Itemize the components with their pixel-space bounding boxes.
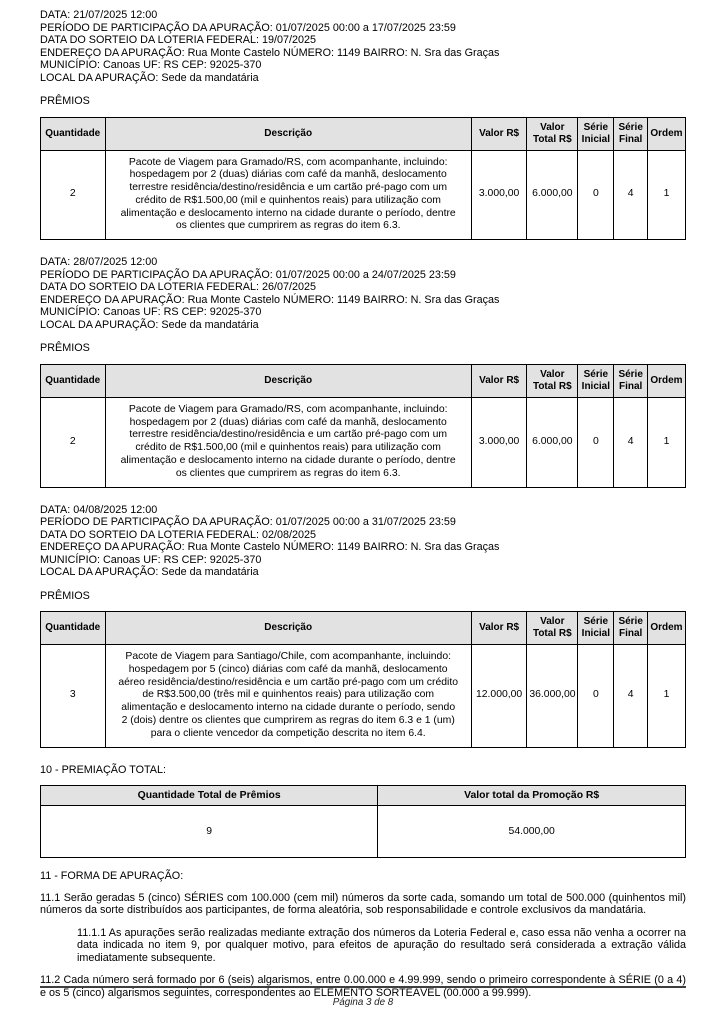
cell-descricao: Pacote de Viagem para Santiago/Chile, com acompanhante, incluindo: hospedagem por 5 (cinco) diárias com café da manhã, deslocamento aéreo residência/destino/residência e um cartão pré-pago com um crédito de R$3.500,00 (três mil e quinhentos reais) para utilização com alimentação e deslocamento interno na cidade durante o período, sendo 2 (dois) dentre os clientes que cumprirem as regras do item 6.3 e 1 (um) para o cliente vencedor da competição descrita no item 6.4. [105,645,471,748]
col-header-valor-total: Valor Total R$ [527,612,578,645]
apuracao-section-1 [40,9,686,240]
apuracao-section-3 [40,504,686,748]
info-line-endereco: ENDEREÇO DA APURAÇÃO: Rua Monte Castelo NÚMERO: 1149 BAIRRO: N. Sra das Graças [40,293,500,306]
forma-apuracao-heading: 11 - FORMA DE APURAÇÃO: [40,869,184,882]
col-header-serie-final: Série Final [614,364,648,397]
premiacao-total-table [40,785,686,858]
info-line-data: DATA: 28/07/2025 12:00 [40,256,158,269]
col-header-valor-total: Valor Total R$ [527,117,578,150]
info-line-periodo: PERÍODO DE PARTICIPAÇÃO DA APURAÇÃO: 01/07/2025 00:00 a 24/07/2025 23:59 [40,268,456,281]
col-header-valor: Valor R$ [471,364,526,397]
col-header-descricao: Descrição [105,117,471,150]
cell-ordem: 1 [647,397,685,487]
col-header-serie-final: Série Final [614,117,648,150]
table-row [41,150,686,240]
cell-serie-final: 4 [614,150,648,240]
table-row [41,645,686,748]
info-line-data: DATA: 21/07/2025 12:00 [40,9,158,21]
info-line-periodo: PERÍODO DE PARTICIPAÇÃO DA APURAÇÃO: 01/07/2025 00:00 a 17/07/2025 23:59 [40,21,456,34]
premios-table-3 [40,611,686,748]
col-header-serie-inicial: Série Inicial [578,612,614,645]
apuracao-info-block [40,9,686,84]
info-line-sorteio: DATA DO SORTEIO DA LOTERIA FEDERAL: 26/07/2025 [40,281,317,294]
table-row [41,805,686,857]
premios-label: PRÊMIOS [40,342,90,355]
apuracao-info-block [40,256,686,331]
info-line-local: LOCAL DA APURAÇÃO: Sede da mandatária [40,318,259,331]
col-header-valor-total-promocao: Valor total da Promoção R$ [378,785,686,805]
col-header-quantidade: Quantidade [41,117,106,150]
col-header-ordem: Ordem [647,364,685,397]
premiacao-total-heading: 10 - PREMIAÇÃO TOTAL: [40,763,166,776]
paragraph-11-1: 11.1 Serão geradas 5 (cinco) SÉRIES com 100.000 (cem mil) números da sorte cada, somando um total de 500.000 (quinhentos mil) números da sorte distribuídos aos participantes, de forma aleatória, sob responsabilidade e controle exclusivos da mandatária. [40,891,686,917]
info-line-municipio: MUNICÍPIO: Canoas UF: RS CEP: 92025-370 [40,553,262,566]
cell-quantidade: 2 [41,150,106,240]
premios-table-2 [40,364,686,488]
premios-label: PRÊMIOS [40,589,90,602]
table-header-row [41,364,686,397]
col-header-valor: Valor R$ [471,117,526,150]
table-header-row [41,117,686,150]
info-line-sorteio: DATA DO SORTEIO DA LOTERIA FEDERAL: 02/08/2025 [40,528,317,541]
col-header-ordem: Ordem [647,612,685,645]
table-header-row [41,612,686,645]
info-line-local: LOCAL DA APURAÇÃO: Sede da mandatária [40,566,259,579]
col-header-descricao: Descrição [105,364,471,397]
info-line-endereco: ENDEREÇO DA APURAÇÃO: Rua Monte Castelo NÚMERO: 1149 BAIRRO: N. Sra das Graças [40,46,500,59]
col-header-ordem: Ordem [647,117,685,150]
cell-quantidade: 2 [41,397,106,487]
cell-valor-total: 6.000,00 [527,150,578,240]
page-footer [40,986,686,1010]
paragraph-11-1-1: 11.1.1 As apurações serão realizadas mediante extração dos números da Loteria Federal e, caso essa não venha a ocorrer na data indicada no item 9, por qualquer motivo, para efeitos de apuração do resultado será considerada a extração válida imediatamente subsequente. [77,926,686,964]
col-header-serie-inicial: Série Inicial [578,117,614,150]
cell-valor: 12.000,00 [471,645,526,748]
table-header-row [41,785,686,805]
cell-ordem: 1 [647,645,685,748]
apuracao-info-block [40,504,686,579]
col-header-serie-final: Série Final [614,612,648,645]
apuracao-section-2 [40,256,686,487]
cell-valor-total-promocao: 54.000,00 [378,805,686,857]
cell-ordem: 1 [647,150,685,240]
cell-valor: 3.000,00 [471,150,526,240]
info-line-endereco: ENDEREÇO DA APURAÇÃO: Rua Monte Castelo NÚMERO: 1149 BAIRRO: N. Sra das Graças [40,541,500,554]
cell-serie-inicial: 0 [578,150,614,240]
cell-descricao: Pacote de Viagem para Gramado/RS, com acompanhante, incluindo: hospedagem por 2 (duas) diárias com café da manhã, deslocamento terrestre residência/destino/residência e um cartão pré-pago com um crédito de R$1.500,00 (mil e quinhentos reais) para utilização com alimentação e deslocamento interno na cidade durante o período, dentre os clientes que cumprirem as regras do item 6.3. [105,150,471,240]
page-number-label: Página 3 de 8 [332,997,394,1008]
cell-serie-final: 4 [614,645,648,748]
col-header-quantidade-total: Quantidade Total de Prêmios [41,785,378,805]
col-header-serie-inicial: Série Inicial [578,364,614,397]
table-row [41,397,686,487]
premios-table-1 [40,117,686,241]
cell-serie-final: 4 [614,397,648,487]
cell-descricao: Pacote de Viagem para Gramado/RS, com acompanhante, incluindo: hospedagem por 2 (duas) diárias com café da manhã, deslocamento terrestre residência/destino/residência e um cartão pré-pago com um crédito de R$1.500,00 (mil e quinhentos reais) para utilização com alimentação e deslocamento interno na cidade durante o período, dentre os clientes que cumprirem as regras do item 6.3. [105,397,471,487]
info-line-municipio: MUNICÍPIO: Canoas UF: RS CEP: 92025-370 [40,59,262,71]
col-header-valor: Valor R$ [471,612,526,645]
info-line-sorteio: DATA DO SORTEIO DA LOTERIA FEDERAL: 19/07/2025 [40,34,317,46]
info-line-periodo: PERÍODO DE PARTICIPAÇÃO DA APURAÇÃO: 01/07/2025 00:00 a 31/07/2025 23:59 [40,516,456,529]
info-line-data: DATA: 04/08/2025 12:00 [40,503,158,516]
cell-valor-total: 36.000,00 [527,645,578,748]
cell-valor: 3.000,00 [471,397,526,487]
premios-label: PRÊMIOS [40,95,90,107]
cell-valor-total: 6.000,00 [527,397,578,487]
cell-serie-inicial: 0 [578,397,614,487]
col-header-quantidade: Quantidade [41,364,106,397]
cell-serie-inicial: 0 [578,645,614,748]
col-header-valor-total: Valor Total R$ [527,364,578,397]
info-line-local: LOCAL DA APURAÇÃO: Sede da mandatária [40,71,259,84]
cell-quantidade-total: 9 [41,805,378,857]
paragraph-11-2: 11.2 Cada número será formado por 6 (seis) algarismos, entre 0.00.000 e 4.99.999, sendo o primeiro correspondente à SÉRIE (0 a 4) e os 5 (cinco) algarismos seguintes, correspondentes ao ELEMENTO SORTEÁVEL (00.000 a 99.999). [40,974,686,999]
col-header-quantidade: Quantidade [41,612,106,645]
cell-quantidade: 3 [41,645,106,748]
info-line-municipio: MUNICÍPIO: Canoas UF: RS CEP: 92025-370 [40,306,262,319]
col-header-descricao: Descrição [105,612,471,645]
